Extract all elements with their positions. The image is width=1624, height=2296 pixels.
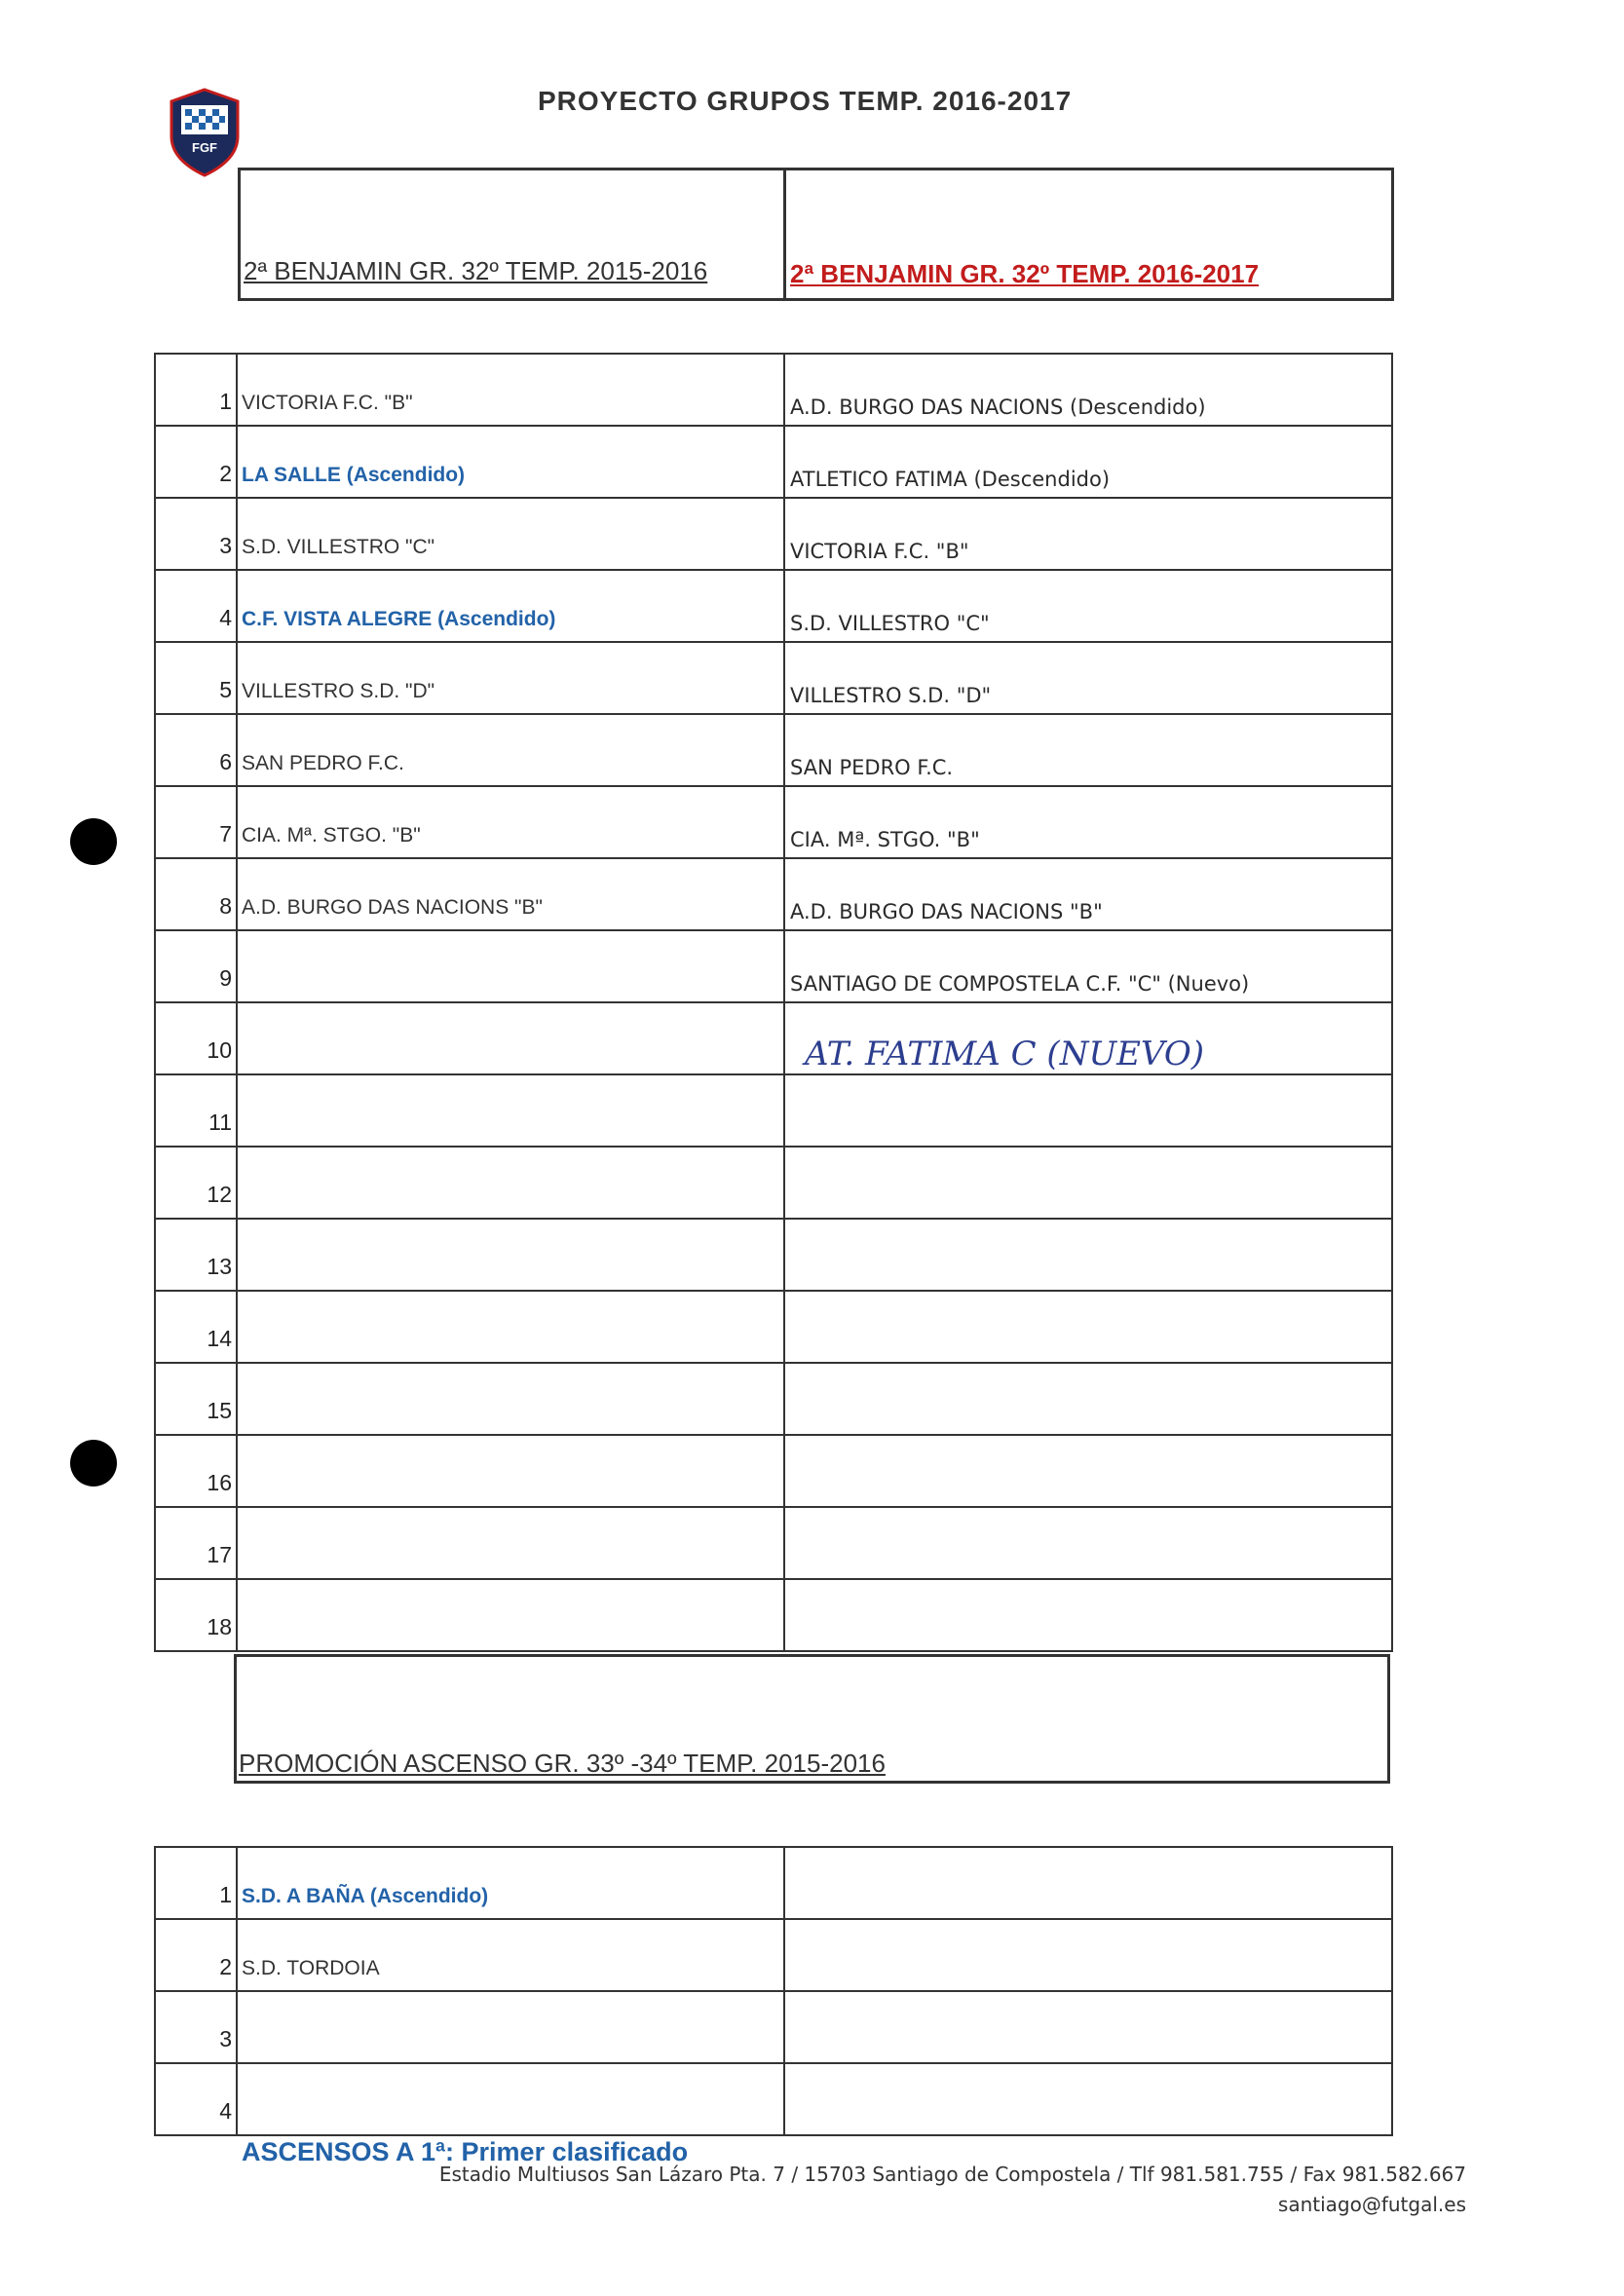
team-new-season: SAN PEDRO F.C. <box>784 714 1392 786</box>
row-number: 7 <box>155 786 237 858</box>
table-row <box>155 858 1392 930</box>
team-new-season <box>784 1847 1392 1919</box>
table-row <box>155 642 1392 714</box>
team-new-season: AT. FATIMA C (NUEVO) <box>784 1002 1392 1074</box>
row-number: 18 <box>155 1579 237 1651</box>
table-row <box>155 1847 1392 1919</box>
team-new-season <box>784 1919 1392 1991</box>
row-number: 6 <box>155 714 237 786</box>
team-previous-season: S.D. VILLESTRO "C" <box>237 498 784 570</box>
row-number: 11 <box>155 1074 237 1147</box>
team-new-season <box>784 1291 1392 1363</box>
table-row <box>155 1074 1392 1147</box>
table-row <box>155 1147 1392 1219</box>
new-group-label: 2ª BENJAMIN GR. 32º TEMP. 2016-2017 <box>790 259 1260 288</box>
row-number: 5 <box>155 642 237 714</box>
team-previous-season: S.D. A BAÑA (Ascendido) <box>237 1847 784 1919</box>
team-previous-season: C.F. VISTA ALEGRE (Ascendido) <box>237 570 784 642</box>
fgf-logo <box>168 88 242 177</box>
row-number: 13 <box>155 1219 237 1291</box>
team-new-season <box>784 2063 1392 2135</box>
team-new-season: A.D. BURGO DAS NACIONS (Descendido) <box>784 354 1392 426</box>
svg-text:FGF: FGF <box>192 140 217 155</box>
team-previous-season: S.D. TORDOIA <box>237 1919 784 1991</box>
binder-hole <box>70 1440 117 1487</box>
row-number: 4 <box>155 570 237 642</box>
row-number: 16 <box>155 1435 237 1507</box>
row-number: 1 <box>155 354 237 426</box>
table-row <box>155 1991 1392 2063</box>
binder-hole <box>70 818 117 865</box>
team-new-season <box>784 1991 1392 2063</box>
team-previous-season <box>237 2063 784 2135</box>
table-row <box>155 426 1392 498</box>
table-row <box>155 2063 1392 2135</box>
table-row <box>155 786 1392 858</box>
table-row <box>155 1579 1392 1651</box>
team-previous-season <box>237 1074 784 1147</box>
table-row <box>155 714 1392 786</box>
table-row <box>155 1435 1392 1507</box>
table-row <box>155 930 1392 1002</box>
table-row <box>155 498 1392 570</box>
team-previous-season <box>237 1579 784 1651</box>
team-previous-season <box>237 1435 784 1507</box>
group-table <box>154 353 1393 1652</box>
team-new-season: VICTORIA F.C. "B" <box>784 498 1392 570</box>
group-header-divider <box>783 168 786 301</box>
team-previous-season <box>237 1291 784 1363</box>
page-title: PROYECTO GRUPOS TEMP. 2016-2017 <box>538 86 1073 116</box>
team-new-season <box>784 1435 1392 1507</box>
row-number: 17 <box>155 1507 237 1579</box>
row-number: 10 <box>155 1002 237 1074</box>
team-previous-season: SAN PEDRO F.C. <box>237 714 784 786</box>
team-new-season <box>784 1507 1392 1579</box>
table-row <box>155 1919 1392 1991</box>
team-previous-season <box>237 1219 784 1291</box>
team-new-season: A.D. BURGO DAS NACIONS "B" <box>784 858 1392 930</box>
team-previous-season: LA SALLE (Ascendido) <box>237 426 784 498</box>
table-row <box>155 1219 1392 1291</box>
row-number: 9 <box>155 930 237 1002</box>
team-previous-season <box>237 930 784 1002</box>
table-row <box>155 1002 1392 1074</box>
promotion-table <box>154 1846 1393 2136</box>
ascensos-note: ASCENSOS A 1ª: Primer clasificado <box>242 2137 689 2166</box>
table-row <box>155 354 1392 426</box>
team-new-season <box>784 1074 1392 1147</box>
row-number: 3 <box>155 498 237 570</box>
team-new-season <box>784 1219 1392 1291</box>
row-number: 12 <box>155 1147 237 1219</box>
row-number: 14 <box>155 1291 237 1363</box>
team-new-season: ATLETICO FATIMA (Descendido) <box>784 426 1392 498</box>
table-row <box>155 1507 1392 1579</box>
team-new-season: CIA. Mª. STGO. "B" <box>784 786 1392 858</box>
table-row <box>155 1291 1392 1363</box>
team-new-season: SANTIAGO DE COMPOSTELA C.F. "C" (Nuevo) <box>784 930 1392 1002</box>
team-previous-season: A.D. BURGO DAS NACIONS "B" <box>237 858 784 930</box>
row-number: 8 <box>155 858 237 930</box>
shield-icon <box>168 88 242 177</box>
team-new-season: VILLESTRO S.D. "D" <box>784 642 1392 714</box>
team-previous-season <box>237 1363 784 1435</box>
team-previous-season <box>237 1147 784 1219</box>
team-previous-season: VILLESTRO S.D. "D" <box>237 642 784 714</box>
row-number: 1 <box>155 1847 237 1919</box>
team-previous-season <box>237 1507 784 1579</box>
team-previous-season <box>237 1002 784 1074</box>
row-number: 4 <box>155 2063 237 2135</box>
row-number: 3 <box>155 1991 237 2063</box>
promotion-label: PROMOCIÓN ASCENSO GR. 33º -34º TEMP. 2015-2016 <box>239 1749 886 1778</box>
table-row <box>155 1363 1392 1435</box>
row-number: 2 <box>155 426 237 498</box>
team-new-season: S.D. VILLESTRO "C" <box>784 570 1392 642</box>
row-number: 15 <box>155 1363 237 1435</box>
team-previous-season: VICTORIA F.C. "B" <box>237 354 784 426</box>
team-new-season <box>784 1579 1392 1651</box>
team-previous-season: CIA. Mª. STGO. "B" <box>237 786 784 858</box>
team-previous-season <box>237 1991 784 2063</box>
team-new-season <box>784 1147 1392 1219</box>
footer-address: Estadio Multiusos San Lázaro Pta. 7 / 15703 Santiago de Compostela / Tlf 981.581.755 / Fax 981.582.667 <box>438 2163 1466 2186</box>
row-number: 2 <box>155 1919 237 1991</box>
old-group-label: 2ª BENJAMIN GR. 32º TEMP. 2015-2016 <box>244 256 708 285</box>
table-row <box>155 570 1392 642</box>
footer-email: santiago@futgal.es <box>1277 2193 1466 2216</box>
team-new-season <box>784 1363 1392 1435</box>
